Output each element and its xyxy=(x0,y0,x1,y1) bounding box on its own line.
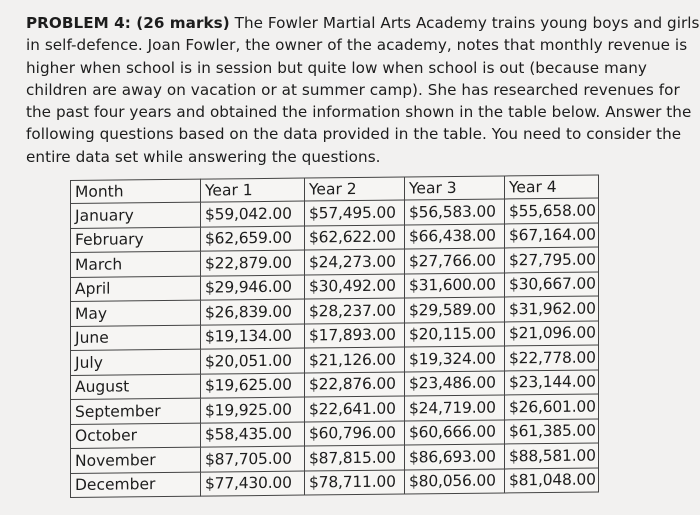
problem-heading: PROBLEM 4: (26 marks) xyxy=(26,14,230,32)
revenue-cell-year-2: $62,622.00 xyxy=(305,224,405,250)
month-cell: June xyxy=(71,325,201,351)
revenue-cell-year-4: $31,962.00 xyxy=(505,296,599,321)
revenue-cell-year-3: $29,589.00 xyxy=(405,297,505,323)
revenue-cell-year-2: $21,126.00 xyxy=(305,347,405,373)
month-cell: September xyxy=(71,398,201,424)
month-cell: May xyxy=(71,300,201,326)
revenue-cell-year-2: $28,237.00 xyxy=(305,298,405,324)
revenue-cell-year-1: $19,925.00 xyxy=(201,397,305,423)
revenue-cell-year-4: $55,658.00 xyxy=(505,198,599,223)
revenue-cell-year-1: $19,134.00 xyxy=(201,324,305,350)
month-cell: August xyxy=(71,374,201,400)
revenue-cell-year-4: $67,164.00 xyxy=(505,222,599,247)
revenue-cell-year-1: $77,430.00 xyxy=(201,471,305,497)
revenue-cell-year-2: $57,495.00 xyxy=(305,200,405,226)
revenue-cell-year-3: $60,666.00 xyxy=(405,419,505,445)
revenue-cell-year-1: $19,625.00 xyxy=(201,373,305,399)
header-year-2: Year 2 xyxy=(305,177,405,201)
revenue-cell-year-1: $58,435.00 xyxy=(201,422,305,448)
revenue-cell-year-1: $26,839.00 xyxy=(201,299,305,325)
revenue-table xyxy=(70,174,599,498)
revenue-cell-year-3: $56,583.00 xyxy=(405,199,505,225)
month-cell: February xyxy=(71,227,201,253)
revenue-cell-year-4: $81,048.00 xyxy=(505,467,599,492)
month-cell: July xyxy=(71,349,201,375)
revenue-cell-year-3: $23,486.00 xyxy=(405,370,505,396)
revenue-cell-year-3: $27,766.00 xyxy=(405,248,505,274)
revenue-cell-year-1: $22,879.00 xyxy=(201,250,305,276)
header-year-4: Year 4 xyxy=(505,175,599,199)
revenue-table-container xyxy=(70,174,598,498)
header-year-3: Year 3 xyxy=(405,176,505,200)
revenue-cell-year-2: $78,711.00 xyxy=(305,469,405,495)
revenue-cell-year-2: $17,893.00 xyxy=(305,322,405,348)
revenue-cell-year-1: $62,659.00 xyxy=(201,226,305,252)
revenue-cell-year-1: $87,705.00 xyxy=(201,446,305,472)
revenue-cell-year-2: $22,641.00 xyxy=(305,396,405,422)
month-cell: October xyxy=(71,423,201,449)
revenue-cell-year-2: $22,876.00 xyxy=(305,371,405,397)
revenue-cell-year-2: $30,492.00 xyxy=(305,273,405,299)
month-cell: March xyxy=(71,251,201,277)
header-year-1: Year 1 xyxy=(201,178,305,202)
revenue-cell-year-4: $26,601.00 xyxy=(505,394,599,419)
revenue-cell-year-1: $59,042.00 xyxy=(201,201,305,227)
problem-statement xyxy=(26,12,700,168)
month-cell: April xyxy=(71,276,201,302)
revenue-cell-year-2: $24,273.00 xyxy=(305,249,405,275)
revenue-cell-year-3: $86,693.00 xyxy=(405,444,505,470)
month-cell: December xyxy=(71,472,201,498)
revenue-cell-year-3: $31,600.00 xyxy=(405,272,505,298)
revenue-cell-year-1: $20,051.00 xyxy=(201,348,305,374)
table-row xyxy=(71,467,599,497)
table-body xyxy=(71,198,599,498)
revenue-cell-year-3: $66,438.00 xyxy=(405,223,505,249)
revenue-cell-year-2: $60,796.00 xyxy=(305,420,405,446)
revenue-cell-year-3: $20,115.00 xyxy=(405,321,505,347)
problem-text: The Fowler Martial Arts Academy trains young boys and girls in self-defence. Joan Fowler, the owner of the academy, notes that monthly revenue is higher when school is in session but quite low when school is out (because many children are away on vacation or at summer camp). She has researched revenues for the past four years and obtained the information shown in the table below. Answer the following questions based on the data provided in the table. You need to consider the entire data set while answering the questions. xyxy=(26,14,700,166)
revenue-cell-year-4: $61,385.00 xyxy=(505,418,599,443)
revenue-cell-year-3: $19,324.00 xyxy=(405,346,505,372)
revenue-cell-year-1: $29,946.00 xyxy=(201,275,305,301)
revenue-cell-year-4: $22,778.00 xyxy=(505,345,599,370)
revenue-cell-year-4: $30,667.00 xyxy=(505,271,599,296)
revenue-cell-year-4: $23,144.00 xyxy=(505,369,599,394)
revenue-cell-year-3: $80,056.00 xyxy=(405,468,505,494)
month-cell: November xyxy=(71,447,201,473)
header-month: Month xyxy=(71,179,201,203)
revenue-cell-year-3: $24,719.00 xyxy=(405,395,505,421)
revenue-cell-year-2: $87,815.00 xyxy=(305,445,405,471)
revenue-cell-year-4: $88,581.00 xyxy=(505,443,599,468)
month-cell: January xyxy=(71,202,201,228)
revenue-cell-year-4: $27,795.00 xyxy=(505,247,599,272)
revenue-cell-year-4: $21,096.00 xyxy=(505,320,599,345)
